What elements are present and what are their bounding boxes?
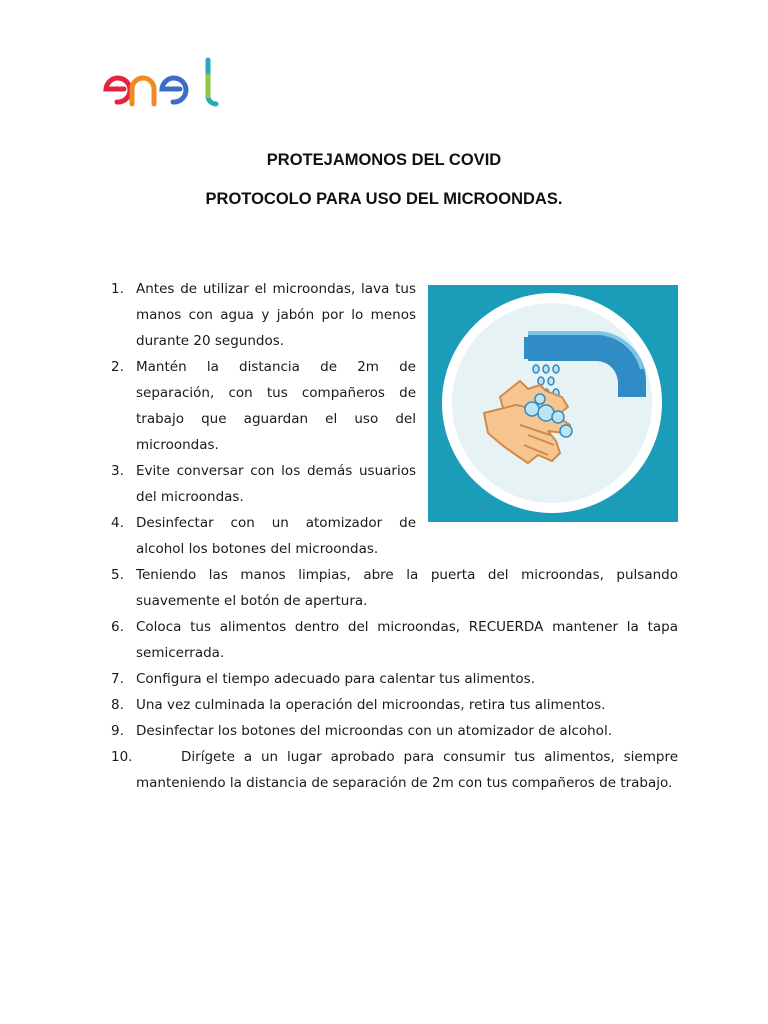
step-text: Evite conversar con los demás usuarios del microondas. bbox=[136, 463, 416, 505]
step-9 bbox=[111, 718, 678, 744]
step-5 bbox=[111, 562, 678, 614]
step-number: 7. bbox=[111, 671, 124, 687]
step-1 bbox=[111, 276, 416, 354]
page-title: PROTEJAMONOS DEL COVID bbox=[266, 151, 502, 169]
step-2 bbox=[111, 354, 416, 458]
step-number: 3. bbox=[111, 463, 124, 479]
step-number: 4. bbox=[111, 515, 124, 531]
step-text: Coloca tus alimentos dentro del microondas, RECUERDA mantener la tapa semicerrada. bbox=[136, 619, 678, 661]
enel-logo bbox=[100, 56, 230, 108]
step-number: 8. bbox=[111, 697, 124, 713]
step-number: 10. bbox=[111, 749, 133, 765]
step-text: Una vez culminada la operación del microondas, retira tus alimentos. bbox=[136, 697, 606, 713]
step-4 bbox=[111, 510, 416, 562]
step-text: Mantén la distancia de 2m de separación, con tus compañeros de trabajo que aguardan el uso del microondas. bbox=[136, 359, 416, 453]
step-number: 1. bbox=[111, 281, 124, 297]
step-text: Dirígete a un lugar aprobado para consumir tus alimentos, siempre manteniendo la distancia de separación de 2m con tus compañeros de trabajo. bbox=[136, 749, 678, 791]
step-10 bbox=[111, 744, 678, 796]
protocol-steps bbox=[111, 276, 678, 796]
step-text: Desinfectar los botones del microondas con un atomizador de alcohol. bbox=[136, 723, 612, 739]
page-subtitle: PROTOCOLO PARA USO DEL MICROONDAS. bbox=[205, 190, 563, 208]
step-number: 9. bbox=[111, 723, 124, 739]
step-3 bbox=[111, 458, 416, 510]
step-text: Antes de utilizar el microondas, lava tus manos con agua y jabón por lo menos durante 20 segundos. bbox=[136, 281, 416, 349]
step-7 bbox=[111, 666, 678, 692]
step-6 bbox=[111, 614, 678, 666]
document-titles bbox=[0, 148, 768, 211]
step-number: 2. bbox=[111, 359, 124, 375]
enel-logo-icon bbox=[100, 56, 230, 108]
step-text: Teniendo las manos limpias, abre la puerta del microondas, pulsando suavemente el botón de apertura. bbox=[136, 567, 678, 609]
step-number: 6. bbox=[111, 619, 124, 635]
step-number: 5. bbox=[111, 567, 124, 583]
step-8 bbox=[111, 692, 678, 718]
step-text: Configura el tiempo adecuado para calentar tus alimentos. bbox=[136, 671, 535, 687]
step-text: Desinfectar con un atomizador de alcohol los botones del microondas. bbox=[136, 515, 416, 557]
